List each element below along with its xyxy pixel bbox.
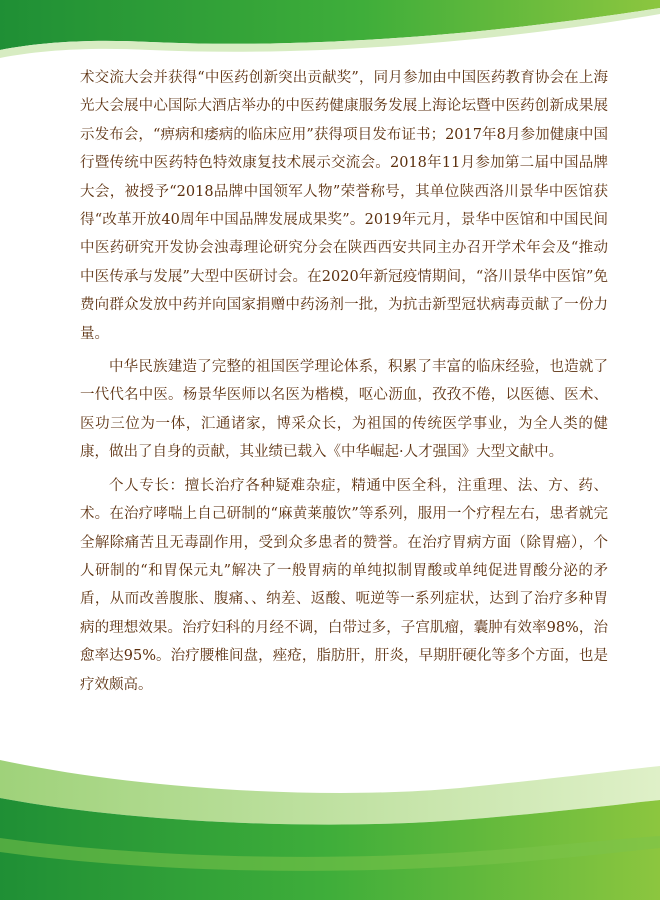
bottom-green-wave-banner bbox=[0, 720, 660, 900]
article-body bbox=[80, 64, 608, 699]
paragraph-2: 中华民族建造了完整的祖国医学理论体系，积累了丰富的临床经验，也造就了一代代名中医。杨景华医师以名医为楷模，呕心沥血，孜孜不倦，以医德、医术、医功三位为一体，汇通诸家，博采众长，为祖国的传统医学事业，为全人类的健康，做出了自身的贡献，其业绩已载入《中华崛起·人才强国》大型文献中。 bbox=[80, 359, 608, 461]
paragraph-1: 术交流大会并获得“中医药创新突出贡献奖”，同月参加由中国医药教育协会在上海光大会展中心国际大酒店举办的中医药健康服务发展上海论坛暨中医药创新成果展示发布会，“痹病和痿病的临床应用”获得项目发布证书；2017年8月参加健康中国行暨传统中医药特色特效康复技术展示交流会。2018年11月参加第二届中国品牌大会，被授予“2018品牌中国领军人物”荣誉称号，其单位陕西洛川景华中医馆获得“改革开放40周年中国品牌发展成果奖”。2019年元月，景华中医馆和中国民间中医药研究开发协会浊毒理论研究分会在陕西西安共同主办召开学术年会及“推动中医传承与发展”大型中医研讨会。在2020年新冠疫情期间，“洛川景华中医馆”免费向群众发放中药并向国家捐赠中药汤剂一批，为抗击新型冠状病毒贡献了一份力量。 bbox=[80, 70, 608, 342]
paragraph-3: 个人专长：擅长治疗各种疑难杂症，精通中医全科，注重理、法、方、药、术。在治疗哮喘上自己研制的“麻黄莱菔饮”等系列，服用一个疗程左右，患者就完全解除痛苦且无毒副作用，受到众多患者的赞誉。在治疗胃病方面（除胃癌），个人研制的“和胃保元丸”解决了一般胃病的单纯拟制胃酸或单纯促进胃酸分泌的矛盾，从而改善腹胀、腹痛、、纳差、返酸、呃逆等一系列症状，达到了治疗多种胃病的理想效果。治疗妇科的月经不调，白带过多，子宫肌瘤，囊肿有效率98%，治愈率达95%。治疗腰椎间盘，痤疮，脂肪肝，肝炎，早期肝硬化等多个方面，也是疗效颇高。 bbox=[80, 477, 608, 693]
